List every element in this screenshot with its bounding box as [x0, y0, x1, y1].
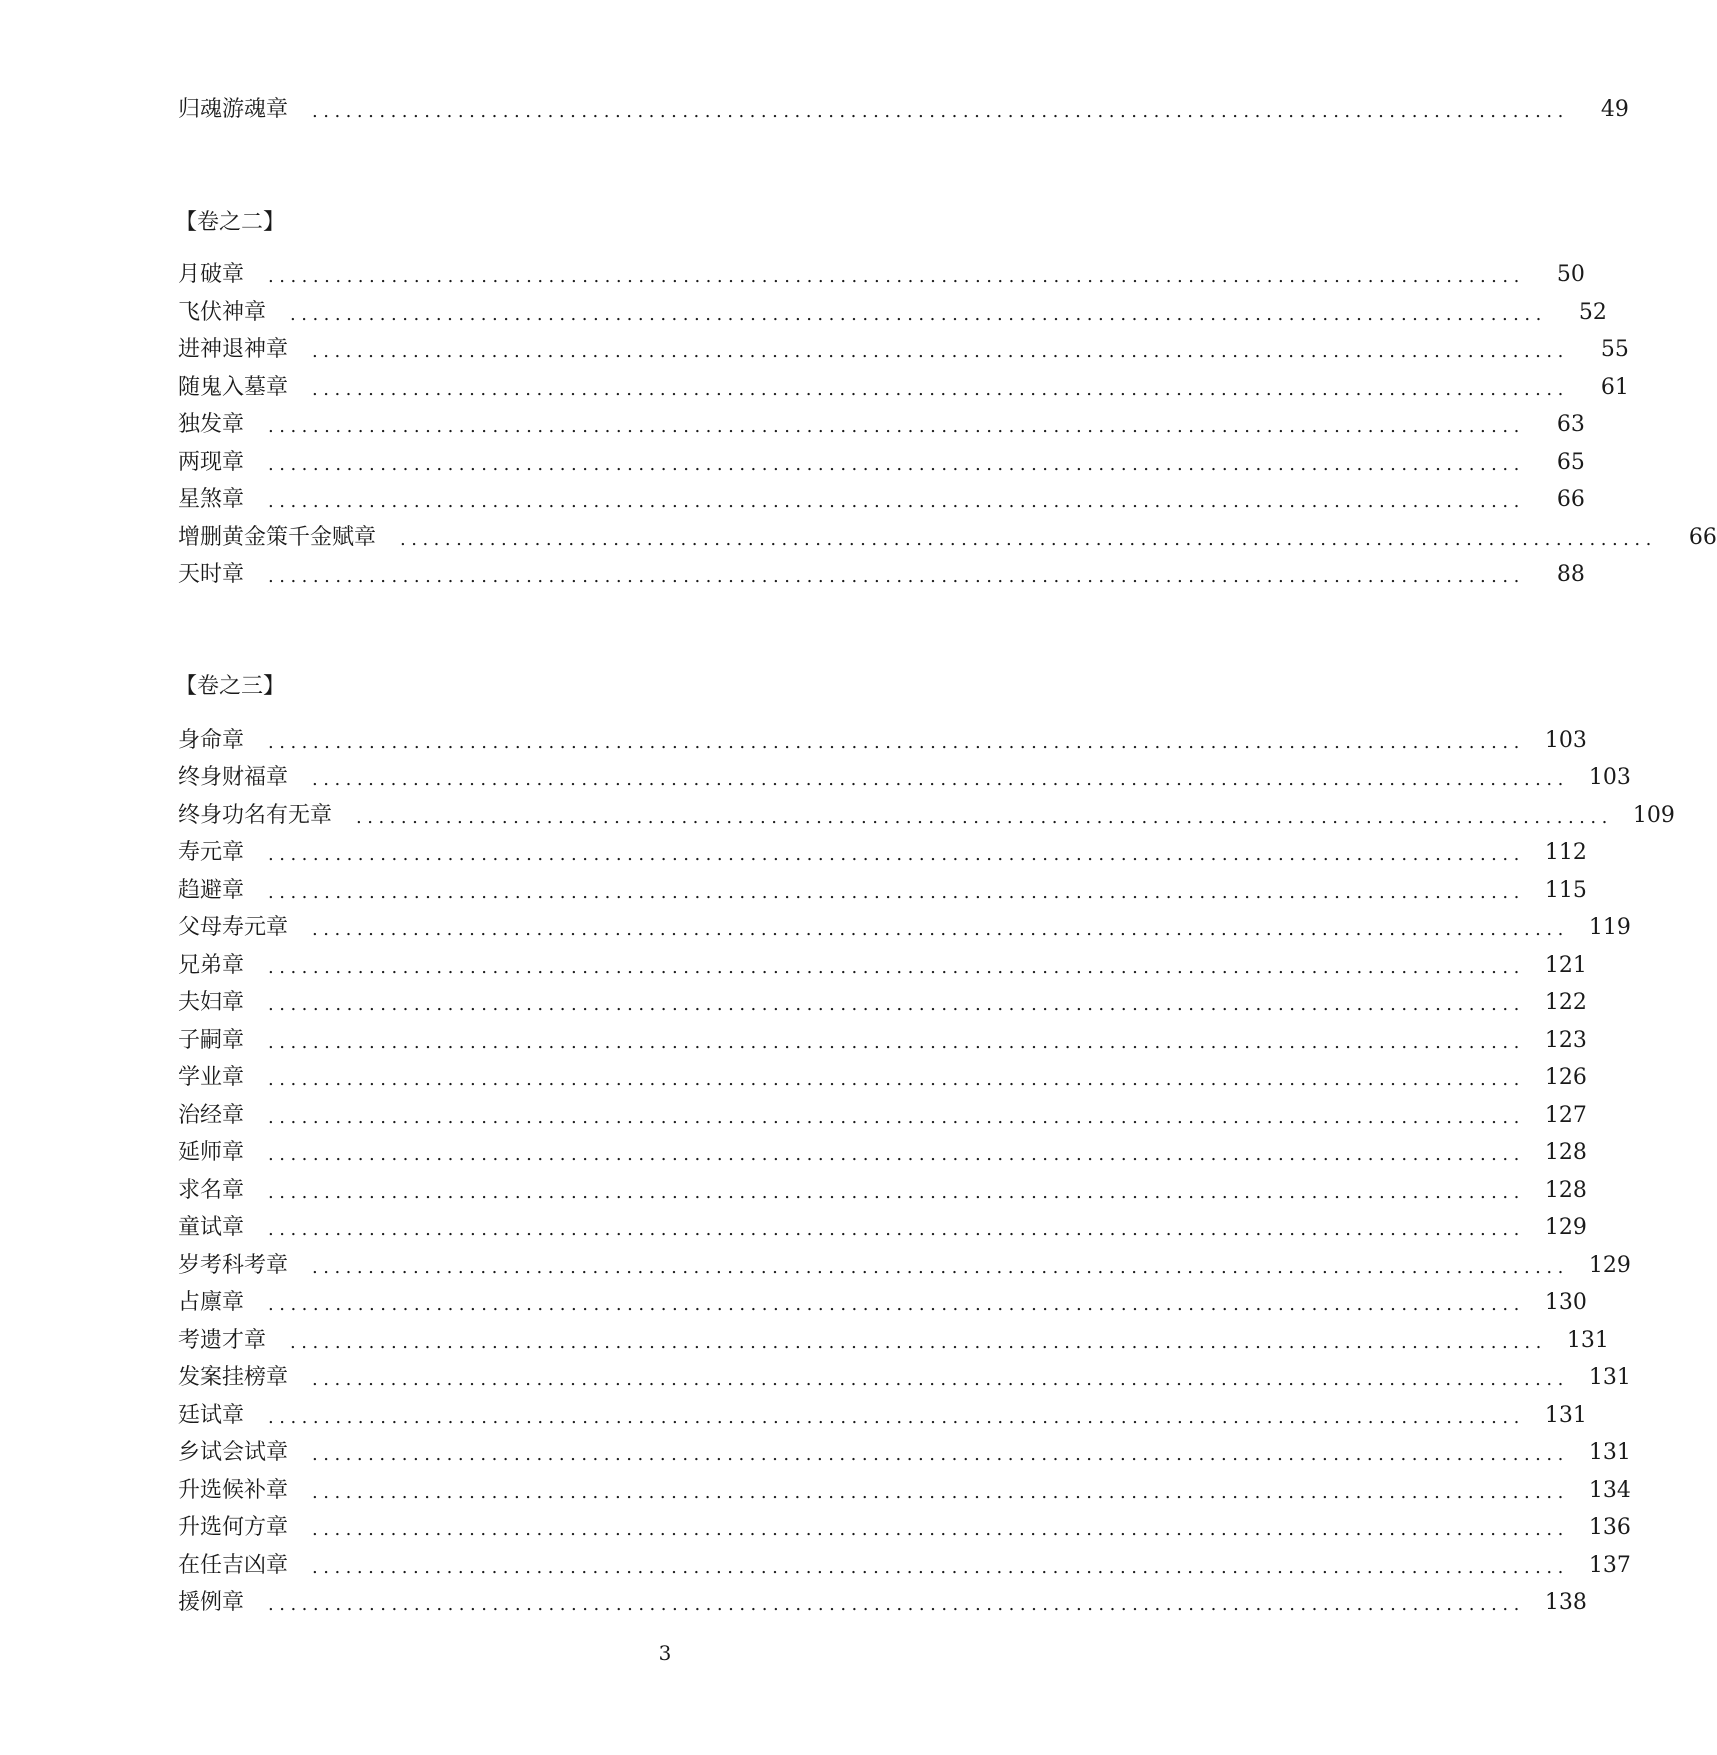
toc-entry-title: 考遗才章	[178, 1328, 267, 1353]
toc-entry[interactable]	[178, 1251, 1631, 1281]
toc-entry[interactable]	[178, 1551, 1631, 1581]
toc-entry-page: 123	[1544, 1028, 1587, 1053]
toc-dot-leader: ................................................................................................................	[268, 1594, 1525, 1615]
toc-dot-leader: ................................................................................................................	[268, 957, 1525, 978]
toc-dot-leader: ................................................................................................................	[268, 454, 1525, 475]
toc-entry-page: 128	[1544, 1140, 1587, 1165]
toc-entry-title: 终身功名有无章	[178, 803, 333, 828]
toc-dot-leader: ................................................................................................................	[268, 1294, 1525, 1315]
toc-entry-page: 119	[1588, 915, 1631, 940]
toc-entry-page: 115	[1544, 878, 1587, 903]
toc-entry[interactable]	[178, 913, 1631, 943]
toc-dot-leader: ................................................................................................................	[312, 101, 1569, 122]
toc-entry-title: 飞伏神章	[178, 300, 267, 325]
toc-entry-title: 增删黄金策千金赋章	[178, 525, 377, 550]
toc-entry-title: 月破章	[178, 262, 245, 287]
toc-dot-leader: ................................................................................................................	[312, 379, 1569, 400]
toc-entry-page: 49	[1600, 97, 1629, 122]
toc-entry-title: 星煞章	[178, 487, 245, 512]
toc-entry-title: 在任吉凶章	[178, 1553, 289, 1578]
toc-dot-leader: ................................................................................................................	[400, 529, 1657, 550]
toc-entry[interactable]	[178, 1026, 1587, 1056]
toc-entry[interactable]	[178, 523, 1717, 553]
toc-entry[interactable]	[178, 838, 1587, 868]
toc-entry-title: 童试章	[178, 1215, 245, 1240]
toc-entry[interactable]	[178, 560, 1585, 590]
toc-entry-page: 50	[1556, 262, 1585, 287]
toc-entry-title: 发案挂榜章	[178, 1365, 289, 1390]
section-heading-vol3: 【卷之三】	[175, 674, 286, 699]
toc-dot-leader: ................................................................................................................	[268, 1219, 1525, 1240]
toc-entry-page: 122	[1544, 990, 1587, 1015]
toc-entry[interactable]	[178, 801, 1675, 831]
toc-entry-page: 52	[1578, 300, 1607, 325]
toc-entry-page: 138	[1544, 1590, 1587, 1615]
toc-entry[interactable]	[178, 876, 1587, 906]
toc-dot-leader: ................................................................................................................	[268, 266, 1525, 287]
toc-entry[interactable]	[178, 1363, 1631, 1393]
toc-entry-page: 131	[1588, 1365, 1631, 1390]
toc-dot-leader: ................................................................................................................	[312, 1557, 1569, 1578]
toc-entry-page: 137	[1588, 1553, 1631, 1578]
toc-entry[interactable]	[178, 1213, 1587, 1243]
toc-entry-title: 援例章	[178, 1590, 245, 1615]
toc-entry[interactable]	[178, 1513, 1631, 1543]
toc-entry[interactable]	[178, 298, 1607, 328]
toc-dot-leader: ................................................................................................................	[268, 566, 1525, 587]
toc-entry[interactable]	[178, 763, 1631, 793]
toc-entry[interactable]	[178, 1326, 1609, 1356]
toc-dot-leader: ................................................................................................................	[312, 1519, 1569, 1540]
toc-dot-leader: ................................................................................................................	[312, 1482, 1569, 1503]
toc-dot-leader: ................................................................................................................	[312, 1444, 1569, 1465]
toc-dot-leader: ................................................................................................................	[312, 1257, 1569, 1278]
toc-entry[interactable]	[178, 448, 1585, 478]
toc-entry[interactable]	[178, 1138, 1587, 1168]
toc-entry-page: 66	[1556, 487, 1585, 512]
toc-dot-leader: ................................................................................................................	[268, 491, 1525, 512]
toc-entry-title: 学业章	[178, 1065, 245, 1090]
toc-entry[interactable]	[178, 1476, 1631, 1506]
toc-entry-page: 103	[1588, 765, 1631, 790]
toc-entry-page: 121	[1544, 953, 1587, 978]
toc-entry-title: 归魂游魂章	[178, 97, 289, 122]
toc-entry-title: 寿元章	[178, 840, 245, 865]
toc-entry-page: 66	[1688, 525, 1717, 550]
toc-entry-page: 129	[1588, 1253, 1631, 1278]
toc-entry-title: 升选何方章	[178, 1515, 289, 1540]
toc-entry[interactable]	[178, 410, 1585, 440]
toc-entry-title: 岁考科考章	[178, 1253, 289, 1278]
toc-entry[interactable]	[178, 988, 1587, 1018]
toc-dot-leader: ................................................................................................................	[312, 919, 1569, 940]
toc-entry[interactable]	[178, 373, 1629, 403]
toc-dot-leader: ................................................................................................................	[268, 1107, 1525, 1128]
toc-dot-leader: ................................................................................................................	[268, 1069, 1525, 1090]
toc-dot-leader: ................................................................................................................	[312, 341, 1569, 362]
toc-entry-title: 乡试会试章	[178, 1440, 289, 1465]
toc-entry-page: 112	[1544, 840, 1587, 865]
toc-entry-title: 趋避章	[178, 878, 245, 903]
toc-entry-page: 65	[1556, 450, 1585, 475]
toc-entry-page: 109	[1632, 803, 1675, 828]
toc-dot-leader: ................................................................................................................	[268, 1144, 1525, 1165]
toc-dot-leader: ................................................................................................................	[268, 882, 1525, 903]
toc-entry[interactable]	[178, 1438, 1631, 1468]
toc-dot-leader: ................................................................................................................	[268, 1182, 1525, 1203]
toc-entry-title: 子嗣章	[178, 1028, 245, 1053]
toc-entry-title: 延师章	[178, 1140, 245, 1165]
toc-entry-title: 占廪章	[178, 1290, 245, 1315]
toc-entry-title: 随鬼入墓章	[178, 375, 289, 400]
toc-dot-leader: ................................................................................................................	[356, 807, 1613, 828]
toc-dot-leader: ................................................................................................................	[290, 1332, 1547, 1353]
toc-entry-page: 136	[1588, 1515, 1631, 1540]
toc-entry-page: 128	[1544, 1178, 1587, 1203]
toc-entry[interactable]	[178, 1063, 1587, 1093]
toc-dot-leader: ................................................................................................................	[312, 1369, 1569, 1390]
toc-entry-title: 父母寿元章	[178, 915, 289, 940]
toc-entry[interactable]	[178, 1288, 1587, 1318]
toc-dot-leader: ................................................................................................................	[268, 416, 1525, 437]
toc-entry[interactable]	[178, 951, 1587, 981]
toc-entry-page: 61	[1600, 375, 1629, 400]
toc-entry-title: 升选候补章	[178, 1478, 289, 1503]
toc-entry-title: 两现章	[178, 450, 245, 475]
toc-entry-page: 129	[1544, 1215, 1587, 1240]
toc-dot-leader: ................................................................................................................	[268, 732, 1525, 753]
toc-entry-title: 廷试章	[178, 1403, 245, 1428]
toc-entry[interactable]	[178, 1176, 1587, 1206]
toc-entry-page: 131	[1588, 1440, 1631, 1465]
toc-entry-page: 55	[1600, 337, 1629, 362]
toc-entry[interactable]	[178, 1101, 1587, 1131]
toc-entry-title: 治经章	[178, 1103, 245, 1128]
toc-entry[interactable]	[178, 335, 1629, 365]
toc-entry-page: 88	[1556, 562, 1585, 587]
toc-dot-leader: ................................................................................................................	[268, 844, 1525, 865]
toc-entry-title: 身命章	[178, 728, 245, 753]
toc-entry-title: 兄弟章	[178, 953, 245, 978]
toc-dot-leader: ................................................................................................................	[268, 1032, 1525, 1053]
toc-entry-page: 130	[1544, 1290, 1587, 1315]
toc-entry-page: 127	[1544, 1103, 1587, 1128]
toc-entry[interactable]	[178, 485, 1585, 515]
toc-entry[interactable]	[178, 1588, 1587, 1618]
toc-entry-title: 天时章	[178, 562, 245, 587]
section-heading-vol2: 【卷之二】	[175, 210, 286, 235]
toc-entry-title: 进神退神章	[178, 337, 289, 362]
toc-entry[interactable]	[178, 260, 1585, 290]
toc-entry[interactable]	[178, 726, 1587, 756]
toc-entry-page: 131	[1544, 1403, 1587, 1428]
toc-entry[interactable]	[178, 95, 1629, 125]
page-number: 3	[658, 1641, 672, 1665]
toc-entry-page: 63	[1556, 412, 1585, 437]
toc-entry-title: 独发章	[178, 412, 245, 437]
toc-entry[interactable]	[178, 1401, 1587, 1431]
toc-entry-page: 103	[1544, 728, 1587, 753]
toc-entry-title: 求名章	[178, 1178, 245, 1203]
toc-entry-title: 夫妇章	[178, 990, 245, 1015]
toc-dot-leader: ................................................................................................................	[268, 994, 1525, 1015]
toc-entry-page: 126	[1544, 1065, 1587, 1090]
toc-entry-page: 131	[1566, 1328, 1609, 1353]
toc-entry-title: 终身财福章	[178, 765, 289, 790]
toc-dot-leader: ................................................................................................................	[268, 1407, 1525, 1428]
toc-dot-leader: ................................................................................................................	[312, 769, 1569, 790]
toc-dot-leader: ................................................................................................................	[290, 304, 1547, 325]
toc-entry-page: 134	[1588, 1478, 1631, 1503]
